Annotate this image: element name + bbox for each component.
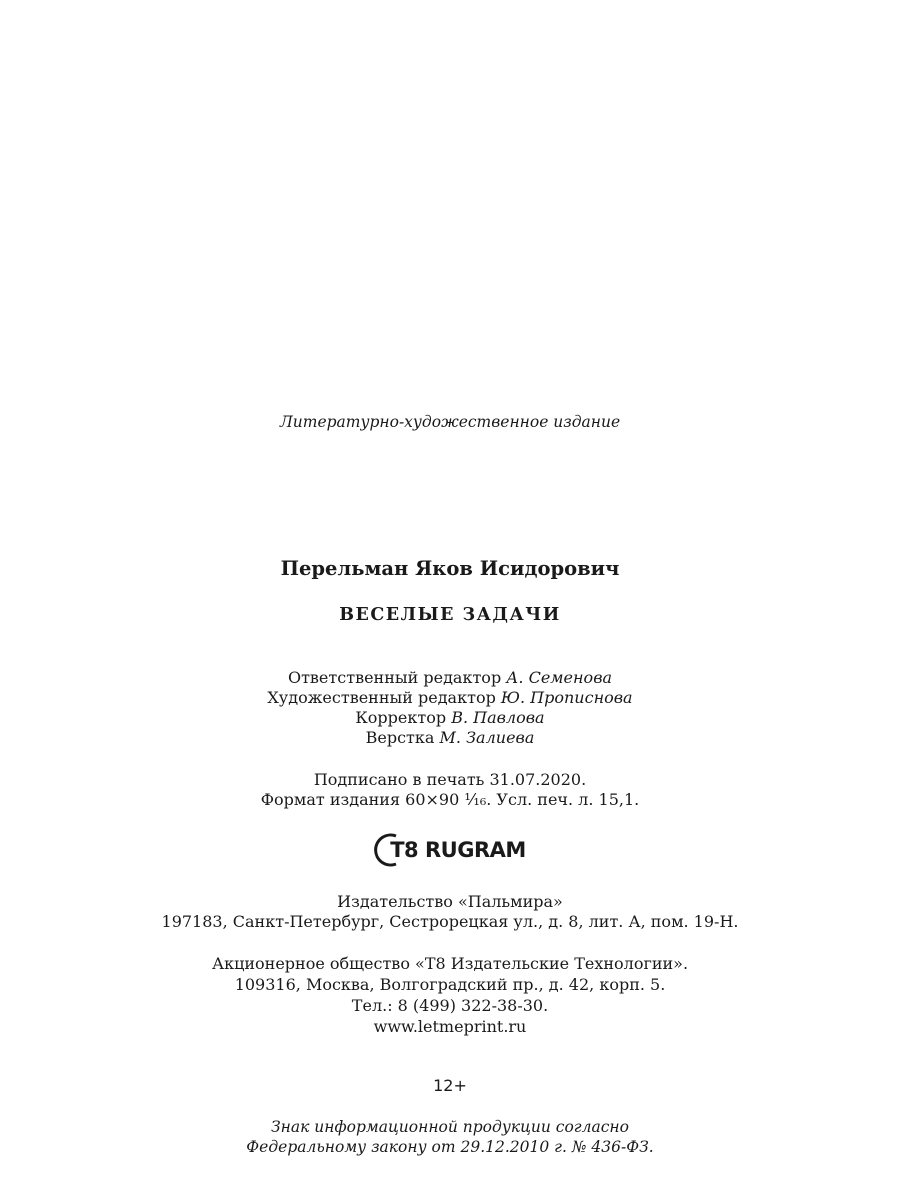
edition-type: Литературно-художественное издание [279, 413, 621, 431]
printer-block [0, 954, 900, 1038]
credit-role: Художественный редактор [267, 688, 496, 707]
logo-text: Т8 RUGRAM [390, 838, 526, 862]
age-rating-badge: 12+ [433, 1076, 467, 1095]
author-name: Перельман Яков Исидорович [280, 557, 620, 580]
credit-person: М. Залиева [439, 728, 535, 747]
credit-line [0, 708, 900, 728]
credit-line [0, 728, 900, 748]
credit-role: Верстка [365, 728, 435, 747]
print-info [0, 770, 900, 810]
credit-role: Корректор [355, 708, 447, 727]
credit-person: Ю. Прописнова [500, 688, 633, 707]
credit-person: В. Павлова [451, 708, 545, 727]
printer-name: Акционерное общество «Т8 Издательские Технологии». [211, 954, 689, 973]
law-notice-line: Знак информационной продукции согласно [271, 1118, 629, 1136]
printer-address: 109316, Москва, Волгоградский пр., д. 42, корп. 5. [234, 975, 666, 994]
credit-person: А. Семенова [506, 668, 613, 687]
publisher-address: 197183, Санкт-Петербург, Сестрорецкая ул., д. 8, лит. А, пом. 19-Н. [161, 912, 739, 931]
edition-format: Формат издания 60×90 ¹⁄₁₆. Усл. печ. л. 15,1. [260, 790, 640, 809]
printer-website: www.letmeprint.ru [373, 1017, 527, 1036]
law-notice [0, 1117, 900, 1157]
credits-block [0, 668, 900, 748]
law-notice-line: Федеральному закону от 29.12.2010 г. № 436-ФЗ. [246, 1138, 654, 1156]
credit-line [0, 668, 900, 688]
signed-date: Подписано в печать 31.07.2020. [313, 770, 587, 789]
publisher-block [0, 892, 900, 932]
credit-line [0, 688, 900, 708]
book-title: ВЕСЕЛЫЕ ЗАДАЧИ [339, 605, 561, 625]
publisher-name: Издательство «Пальмира» [337, 892, 563, 911]
credit-role: Ответственный редактор [287, 668, 502, 687]
printer-phone: Тел.: 8 (499) 322-38-30. [351, 996, 549, 1015]
rugram-logo [0, 830, 900, 870]
